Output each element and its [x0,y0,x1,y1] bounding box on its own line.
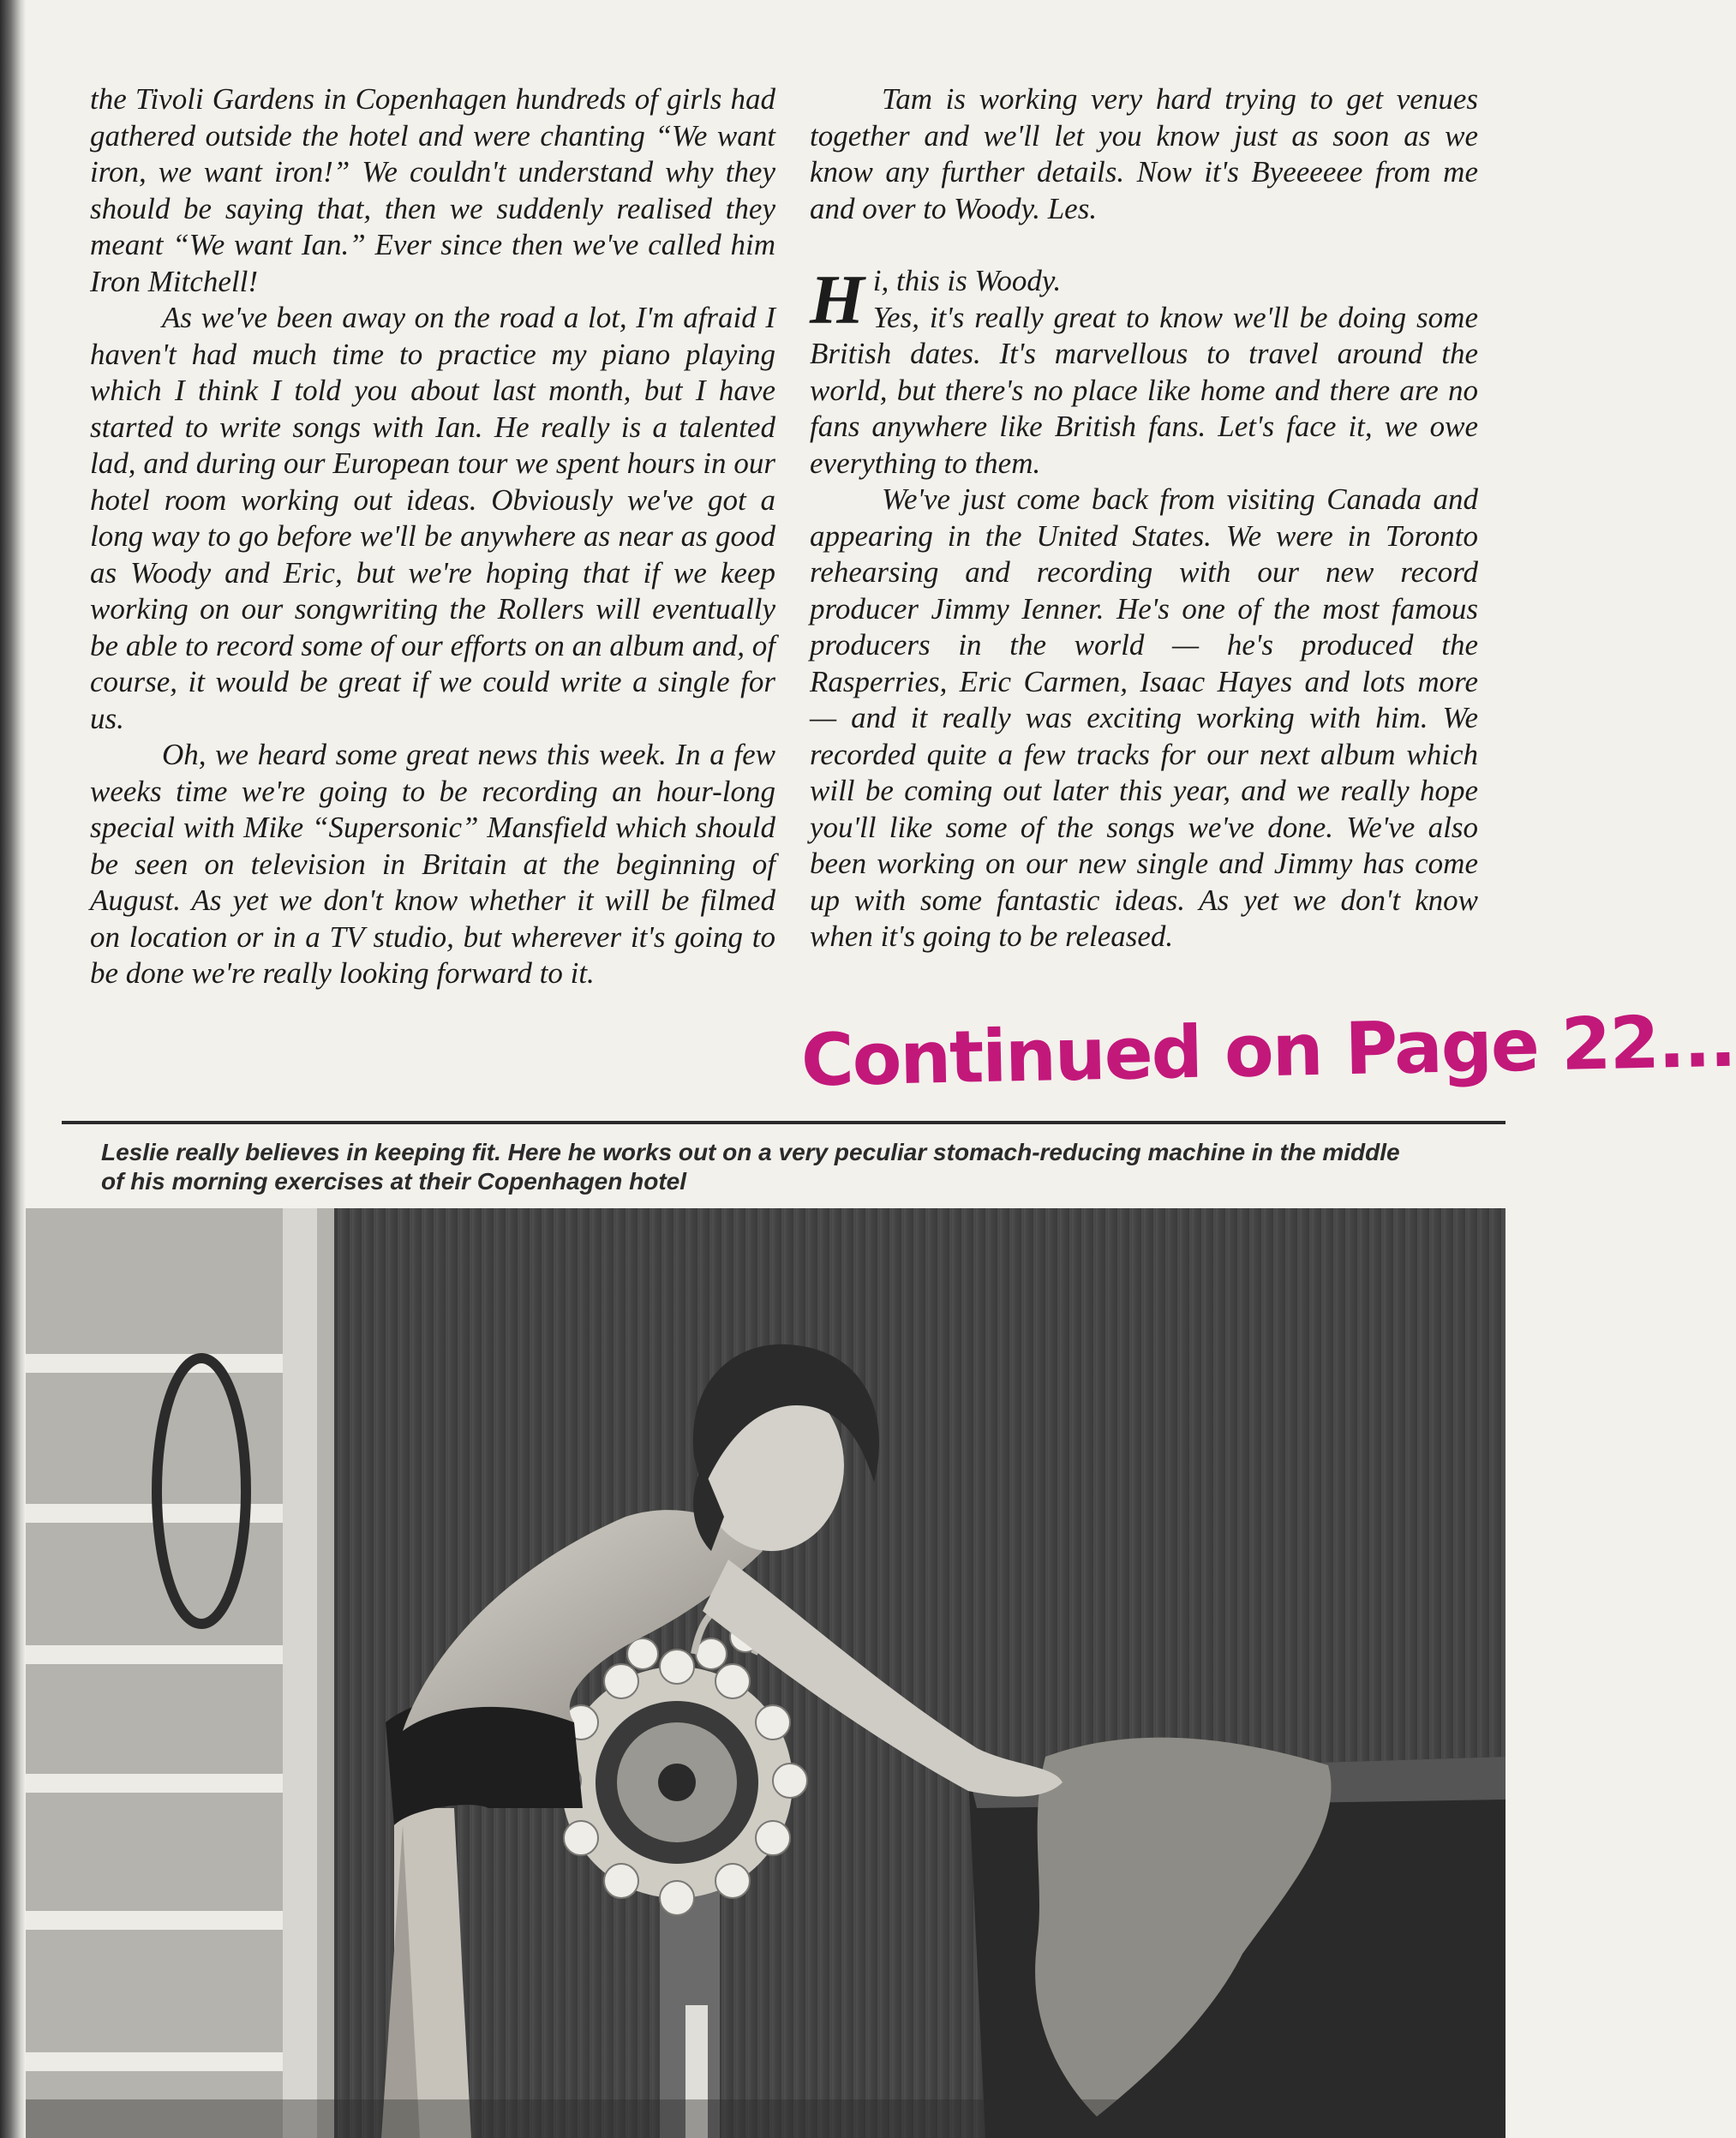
left-column [90,81,775,992]
page-binding-edge [0,0,26,2138]
woody-opening [810,263,1478,482]
woody-paragraph-2: We've just come back from visiting Canada and appearing in the United States. We were in Toronto rehearsing and recording with our new record producer Jimmy Ienner. He's one of the most famous producers in the world — he's produced the Rasperries, Eric Carmen, Isaac Hayes and lots more — and it really was exciting working with him. We recorded quite a few tracks for our next album which will be coming out later this year, and we really hope you'll like some of the songs we've done. We've also been working on our new single and Jimmy has come up with some fantastic ideas. As yet we don't know when it's going to be released. [810,482,1478,953]
left-paragraph-2: As we've been away on the road a lot, I'm afraid I haven't had much time to practice my piano playing which I think I told you about last month, but I have started to write songs with Ian. He really is a talented lad, and during our European tour we spent hours in our hotel room working out ideas. Obviously we've got a long way to go before we'll be anywhere as near as good as Woody and Eric, but we're hoping that if we keep working on our songwriting the Rollers will eventually be able to record some of our efforts on an album and, of course, it would be great if we could write a single for us. [90,301,775,735]
woody-greeting: i, this is Woody. [872,264,1062,297]
drop-cap: H [810,261,865,338]
continued-on-page-label: Continued on Page 22... [799,998,1736,1103]
caption-divider [62,1121,1506,1124]
photo-caption: Leslie really believes in keeping fit. Here he works out on a very peculiar stomach-reducing machine in the middle of his morning exercises at their Copenhagen hotel [101,1139,1400,1195]
exercise-photo [26,1208,1506,2138]
right-intro-paragraph: Tam is working very hard trying to get venues together and we'll let you know just as soon as we know any further details. Now it's Byeeeeee from me and over to Woody. Les. [810,82,1478,225]
left-paragraph-3: Oh, we heard some great news this week. In a few weeks time we're going to be recording an hour-long special with Mike “Supersonic” Mansfield which should be seen on television in Britain at the beginning of August. As yet we don't know whether it will be filmed on location or in a TV studio, but wherever it's going to be done we're really looking forward to it. [90,738,775,990]
left-paragraph-1: the Tivoli Gardens in Copenhagen hundreds of girls had gathered outside the hotel and were chanting “We want iron, we want iron!” We couldn't understand why they should be saying that, then we suddenly realised they meant “We want Ian.” Ever since then we've called him Iron Mitchell! [90,82,775,298]
woody-paragraph-1: Yes, it's really great to know we'll be doing some British dates. It's marvellous to travel around the world, but there's no place like home and there are no fans anywhere like British fans. Let's face it, we owe everything to them. [810,300,1478,480]
right-column [810,81,1478,955]
